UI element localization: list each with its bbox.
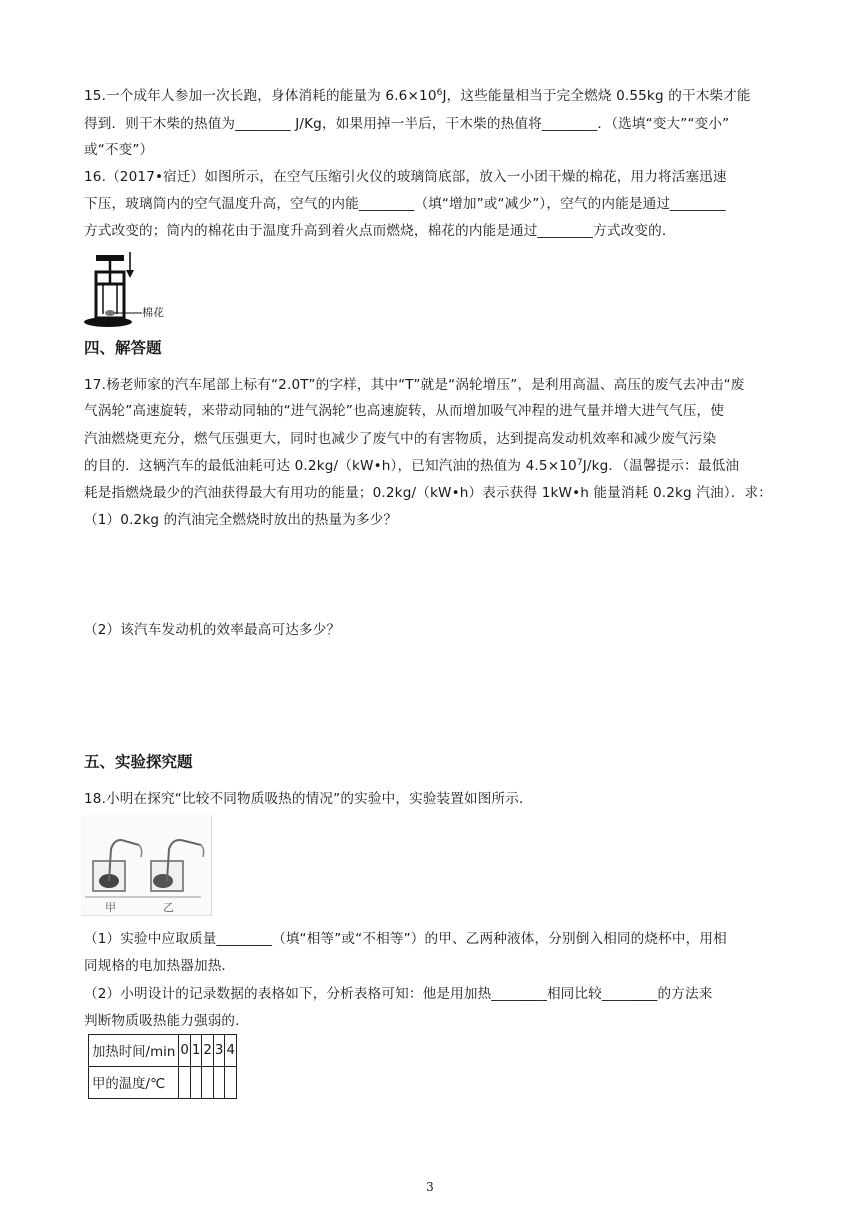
record-table <box>88 1034 237 1099</box>
q17-line1: 17.杨老师家的汽车尾部上标有“2.0T”的字样，其中“T”就是“涡轮增压”，是利用高温、高压的废气去冲击“废 <box>84 377 745 393</box>
table-row <box>89 1035 237 1067</box>
q15-line2: 得到．则干木柴的热值为________ J/Kg，如果用掉一半后，干木柴的热值将________．（选填“变大”“变小” <box>84 116 730 132</box>
table-cell-empty <box>179 1067 191 1099</box>
q17-sub2: （2）该汽车发动机的效率最高可达多少？ <box>84 622 341 638</box>
table-cell-empty <box>225 1067 237 1099</box>
table-header-temp: 甲的温度/℃ <box>89 1067 179 1099</box>
q17-line2: 气涡轮”高速旋转，来带动同轴的“进气涡轮”也高速旋转，从而增加吸气冲程的进气量并增大进气气压，使 <box>84 403 725 419</box>
section-4-title: 四、解答题 <box>84 339 162 357</box>
q15-line3: 或“不变”） <box>84 142 154 158</box>
section-5-title: 五、实验探究题 <box>84 753 193 771</box>
table-cell-time: 0 <box>179 1035 191 1067</box>
q16-line1: 16.（2017•宿迁）如图所示，在空气压缩引火仪的玻璃筒底部，放入一小团干燥的棉花，用力将活塞迅速 <box>84 169 727 185</box>
q18-sub2-line1: （2）小明设计的记录数据的表格如下，分析表格可知：他是用加热________相同比较________的方法来 <box>84 986 713 1002</box>
beakers-illustration <box>81 815 211 915</box>
cotton-label: 棉花 <box>142 306 164 319</box>
table-cell-time: 1 <box>190 1035 202 1067</box>
q18-sub1-line1: （1）实验中应取质量________（填“相等”或“不相等”）的甲、乙两种液体，分别倒入相同的烧杯中，用相 <box>84 931 727 947</box>
table-cell-time: 3 <box>213 1035 225 1067</box>
q17-line5: 耗是指燃烧最少的汽油获得最大有用功的能量；0.2kg/（kW•h）表示获得 1kW•h 能量消耗 0.2kg 汽油）．求： <box>84 485 772 501</box>
q17-line4: 的目的．这辆汽车的最低油耗可达 0.2kg/（kW•h），已知汽油的热值为 $4.5\times 10^7J/kg$．（温馨提示：最低油 <box>84 458 740 474</box>
q18-sub2-line2: 判断物质吸热能力强弱的． <box>84 1013 249 1029</box>
q16-line3: 方式改变的；筒内的棉花由于温度升高到着火点而燃烧，棉花的内能是通过________方式改变的． <box>84 223 676 239</box>
table-cell-empty <box>202 1067 214 1099</box>
q17-sub1: （1）0.2kg 的汽油完全燃烧时放出的热量为多少？ <box>84 512 398 528</box>
table-header-time: 加热时间/min <box>89 1035 179 1067</box>
beaker-label-yi: 乙 <box>163 901 174 914</box>
beaker-label-jia: 甲 <box>105 901 116 914</box>
q16-line2: 下压，玻璃筒内的空气温度升高，空气的内能________（填“增加”或“减少”），空气的内能是通过________ <box>84 196 726 212</box>
q18-sub1-line2: 同规格的电加热器加热． <box>84 958 236 974</box>
fire-piston-figure <box>84 250 174 330</box>
q15-line1: 15.一个成年人参加一次长跑，身体消耗的能量为 $6.6\times 10^6J$，这些能量相当于完全燃烧 0.55kg 的干木柴才能 <box>84 88 751 104</box>
table-cell-empty <box>190 1067 202 1099</box>
heating-apparatus-figure <box>81 815 212 916</box>
table-cell-empty <box>213 1067 225 1099</box>
table-cell-time: 2 <box>202 1035 214 1067</box>
table-row <box>89 1067 237 1099</box>
q17-line3: 汽油燃烧更充分，燃气压强更大，同时也减少了废气中的有害物质，达到提高发动机效率和减少废气污染 <box>84 431 717 447</box>
page-number: 3 <box>426 1180 434 1194</box>
q18-line1: 18.小明在探究“比较不同物质吸热的情况”的实验中，实验装置如图所示． <box>84 791 533 807</box>
table-cell-time: 4 <box>225 1035 237 1067</box>
